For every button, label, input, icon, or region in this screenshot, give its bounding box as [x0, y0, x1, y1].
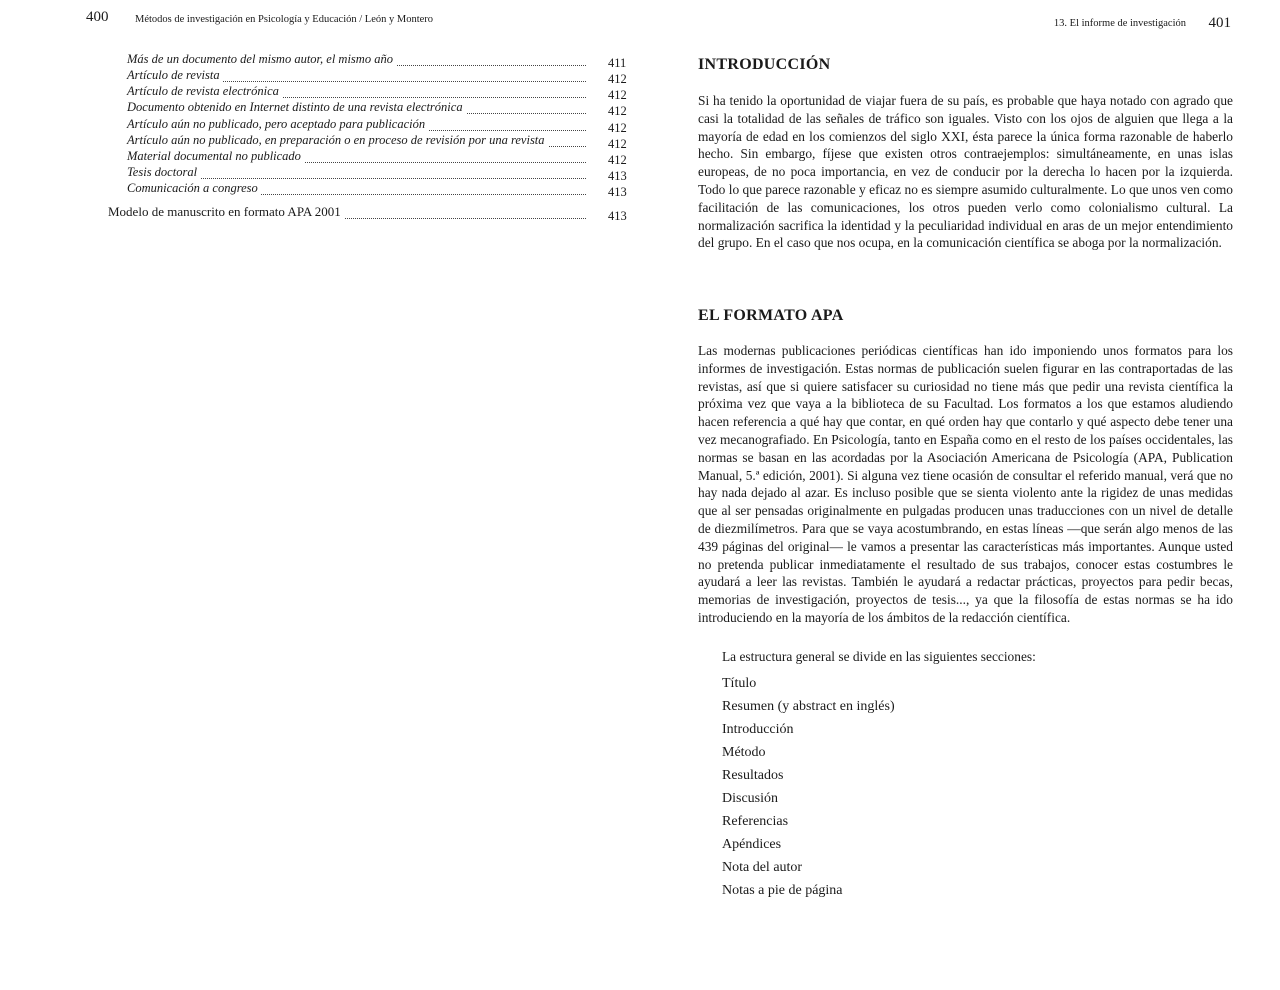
section-list-item: Resultados [722, 768, 784, 783]
toc-entry-page: 413 [608, 169, 627, 183]
toc-entry-page: 412 [608, 137, 627, 151]
right-running-head: 13. El informe de investigación [1053, 18, 1186, 29]
heading-formato-apa: EL FORMATO APA [698, 307, 844, 324]
toc-entry-page: 413 [608, 209, 627, 223]
toc-entry-page: 412 [608, 72, 627, 86]
toc-entry-page: 412 [608, 153, 627, 167]
toc-entry-page: 412 [608, 121, 627, 135]
toc-entry-label: Artículo de revista [127, 67, 223, 83]
heading-introduccion: INTRODUCCIÓN [698, 56, 831, 73]
toc-entry-page: 412 [608, 88, 627, 102]
toc-entry-page: 413 [608, 185, 627, 199]
intro-paragraph: Si ha tenido la oportunidad de viajar fuera de su país, es probable que haya notado con agrado que casi la totalidad de las señales de tráfico son iguales. Visto con los ojos de alguien que llega a la mayoría de edad en los comienzos del siglo XXI, ésta parece la única forma razonable de haberlo hecho. Sin embargo, fíjese que existen otros contraejemplos: simultáneamente, en unas islas europeas, de no poca importancia, en vez de conducir por la derecha lo hacen por la izquierda. Todo lo que parece razonable y eficaz no es siempre asumido culturalmente. Lo que unos ven como facilitación de las comunicaciones, los otros pueden verlo como colonialismo cultural. La normalización sacrifica la identidad y la peculiaridad individual en aras de un mejor entendimiento del grupo. En el caso que nos ocupa, en la comunicación científica se aboga por la normalización. [698, 93, 1233, 251]
toc-entry-label: Artículo aún no publicado, pero aceptado para publicación [127, 116, 428, 132]
section-list-item: Apéndices [722, 837, 782, 852]
toc-entry-label: Artículo aún no publicado, en preparación o en proceso de revisión por una revista [127, 132, 548, 148]
right-page-number: 401 [1208, 15, 1231, 31]
toc-entry-page: 411 [608, 56, 627, 70]
section-list-item: Título [722, 676, 757, 691]
apa-paragraph: Las modernas publicaciones periódicas científicas han ido imponiendo unos formatos para los informes de investigación. Estas normas de publicación suelen figurar en las contraportadas de las revistas, así que si quiere satisfacer su curiosidad no tiene más que pedir una revista científica la próxima vez que vaya a la biblioteca de su Facultad. Los formatos a los que estamos aludiendo hacen referencia a qué hay que contar, en qué orden hay que contarlo y qué aspecto debe tener una vez mecanografiado. En Psicología, tanto en España como en el resto de los países occidentales, las normas se basan en las acordadas por la Asociación Americana de Psicología (APA, Publication Manual, 5.ª edición, 2001). Si alguna vez tiene ocasión de consultar el referido manual, verá que no hay nada dejado al azar. Es incluso posible que se sienta violento ante la rigidez de unas medidas que al ser pensadas originalmente en pulgadas producen unas traducciones con un nivel de detalle de diezmilímetros. Para que se vaya acostumbrando, en estas líneas —que serán algo menos de las 439 páginas del original— le vamos a presentar las características más importantes. Aunque usted no pretenda publicar inmediatamente el resultado de sus trabajos, conocer estas costumbres le ayudará a leer las revistas. También le ayudará a redactar prácticas, proyectos para pedir becas, memorias de investigación, proyectos de tesis..., ya que la filosofía de estas normas se ha ido introduciendo en la mayoría de los ámbitos de la redacción científica. [698, 343, 1233, 625]
toc-entry-label: Tesis doctoral [127, 164, 200, 180]
right-page [640, 0, 1280, 990]
toc-entry-label: Modelo de manuscrito en formato APA 2001 [108, 204, 344, 220]
section-list-item: Resumen (y abstract en inglés) [722, 699, 895, 714]
toc-entry-label: Artículo de revista electrónica [127, 83, 282, 99]
section-list-item: Método [722, 745, 766, 760]
left-page-number: 400 [86, 9, 109, 25]
toc-entry-label: Documento obtenido en Internet distinto de una revista electrónica [127, 99, 466, 115]
toc-entry-label: Material documental no publicado [127, 148, 304, 164]
section-list [722, 674, 895, 904]
section-list-item: Nota del autor [722, 860, 803, 875]
section-list-item: Introducción [722, 722, 794, 737]
toc-entry-page: 412 [608, 104, 627, 118]
toc-entry-label: Comunicación a congreso [127, 180, 261, 196]
section-list-item: Notas a pie de página [722, 883, 843, 898]
structure-intro: La estructura general se divide en las siguientes secciones: [722, 649, 1036, 664]
section-list-item: Discusión [722, 791, 778, 806]
section-list-item: Referencias [722, 814, 789, 829]
toc-entry-label: Más de un documento del mismo autor, el mismo año [127, 51, 396, 67]
left-running-head: Métodos de investigación en Psicología y Educación / León y Montero [135, 14, 434, 25]
